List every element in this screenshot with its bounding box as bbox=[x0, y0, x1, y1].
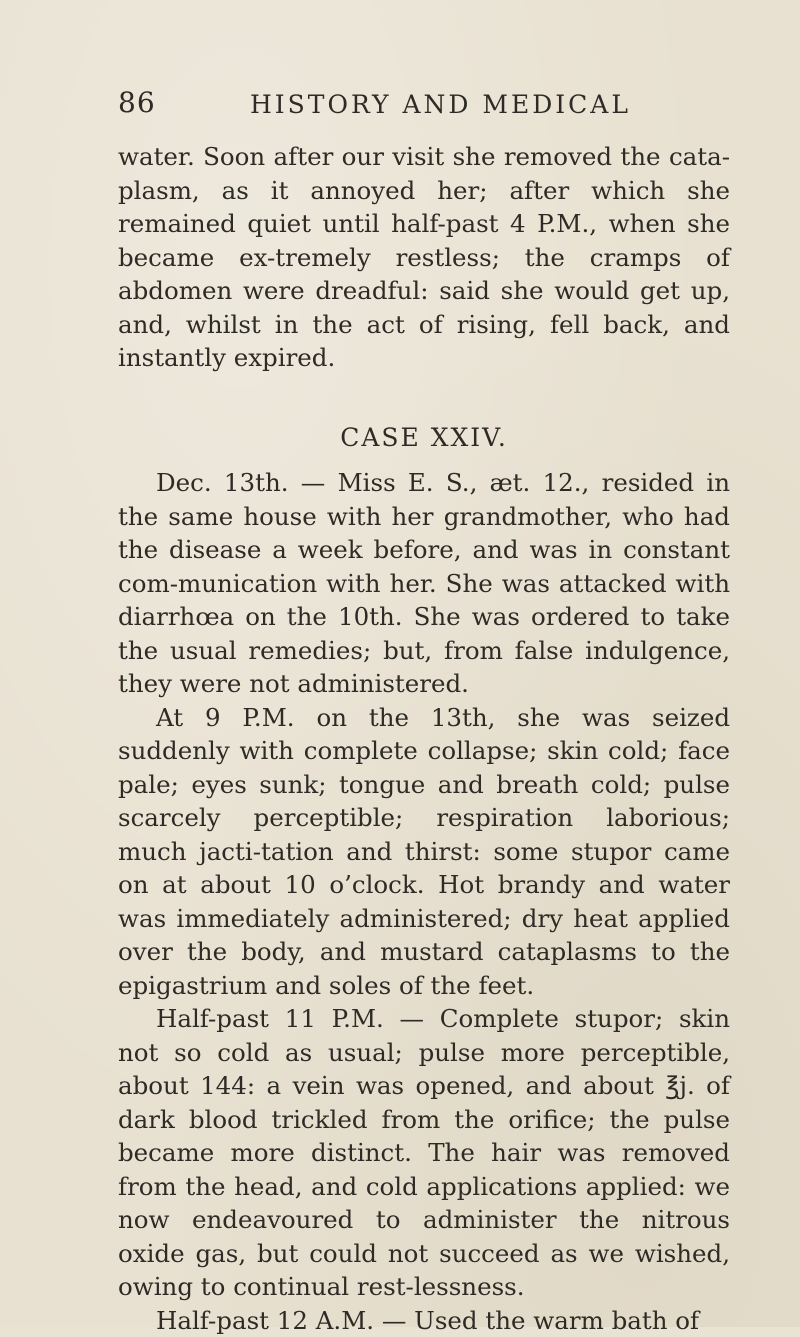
paragraph-intro: water. Soon after our visit she removed the cata-plasm, as it annoyed her; after which she remained quiet until half-past 4 P.M., when she became ex-tremely restless; the cramps of abdomen were dreadful: said she would get up, and, whilst in the act of rising, fell back, and instantly expired. bbox=[118, 140, 730, 375]
body-text bbox=[118, 140, 730, 1337]
running-head-title: HISTORY AND MEDICAL bbox=[250, 90, 631, 119]
running-head bbox=[0, 86, 800, 126]
page-number: 86 bbox=[118, 86, 156, 119]
paragraph-case-intro: Dec. 13th. — Miss E. S., æt. 12., resided in the same house with her grandmother, who had the disease a week before, and was in constant com-munication with her. She was attacked with diarrhœa on the 10th. She was ordered to take the usual remedies; but, from false indulgence, they were not administered. bbox=[118, 466, 730, 701]
paragraph-1130pm: Half-past 11 P.M. — Complete stupor; skin not so cold as usual; pulse more perceptible, about 144: a vein was opened, and about ℥j. of dark blood trickled from the orifice; the pulse became more distinct. The hair was removed from the head, and cold applications applied: we now endeavoured to administer the nitrous oxide gas, but could not succeed as we wished, owing to continual rest-lessness. bbox=[118, 1002, 730, 1304]
paragraph-1230am: Half-past 12 A.M. — Used the warm bath of bbox=[118, 1304, 730, 1337]
case-heading: CASE XXIV. bbox=[118, 421, 730, 455]
paragraph-9pm: At 9 P.M. on the 13th, she was seized suddenly with complete collapse; skin cold; face pale; eyes sunk; tongue and breath cold; pulse scarcely perceptible; respiration laborious; much jacti-tation and thirst: some stupor came on at about 10 o’clock. Hot brandy and water was immediately administered; dry heat applied over the body, and mustard cataplasms to the epigastrium and soles of the feet. bbox=[118, 701, 730, 1003]
